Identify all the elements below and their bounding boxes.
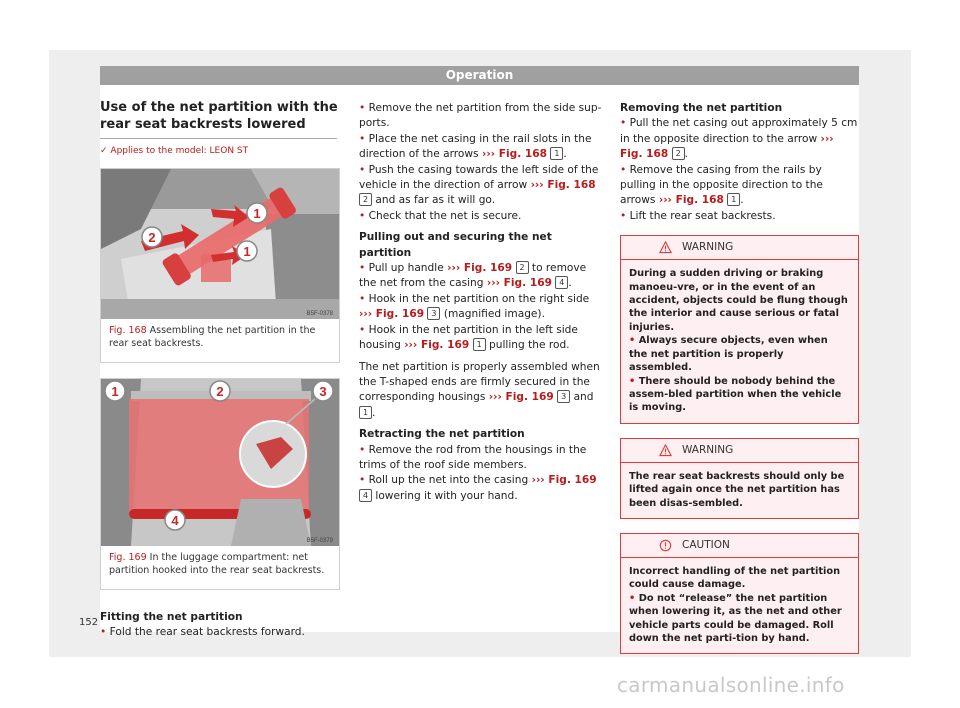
fig-ref-link[interactable]: ››› Fig. 168 (530, 179, 596, 192)
fig168-callout-2: 2 (148, 230, 156, 245)
figure-168-caption-text: Assembling the net partition in the rear seat backrests. (109, 325, 316, 349)
fig-ref-link[interactable]: ››› Fig. 168 (481, 148, 548, 161)
applies-to-note (100, 145, 340, 157)
callout-number: 1 (727, 193, 740, 206)
caution-label: CAUTION (682, 538, 730, 551)
figure-169-image (101, 379, 339, 546)
warning-box-1 (620, 235, 859, 423)
fig168-code: B5F-0378 (306, 311, 333, 317)
figure-169-label: Fig. 169 (109, 552, 147, 563)
fig169-callout-4: 4 (171, 513, 179, 528)
warning-header (621, 236, 858, 260)
page-number: 152 (79, 617, 99, 628)
fig-ref-link[interactable]: ››› Fig. 169 (486, 277, 552, 290)
warning-triangle-icon (659, 241, 672, 254)
callout-number: 4 (359, 489, 372, 502)
callout-number: 4 (555, 276, 568, 289)
warning-label: WARNING (682, 241, 734, 254)
fitting-title: Fitting the net partition (100, 611, 243, 623)
fig-ref-link[interactable]: ››› Fig. 168 (658, 194, 724, 207)
figure-168-label: Fig. 168 (109, 325, 147, 336)
figure-169-caption (101, 546, 339, 584)
removing-step-3: • Lift the rear seat backrests. (620, 209, 859, 224)
retracting-step-1: • Remove the rod from the housings in the trims of the roof side members. (359, 443, 603, 474)
fitting-step-2: • Remove the net partition from the side sup-ports. (359, 101, 603, 132)
callout-number: 2 (672, 147, 685, 160)
fig-ref-link[interactable]: ››› Fig. 169 (531, 474, 597, 487)
checkmark-icon: ✓ (100, 146, 108, 156)
fig168-callout-1b: 1 (243, 244, 251, 259)
fig-ref-link[interactable]: ››› Fig. 168 (620, 132, 834, 161)
caution-box (620, 533, 859, 654)
fig-ref-link[interactable]: ››› Fig. 169 (404, 339, 470, 352)
pulling-title: Pulling out and securing the net partition (359, 231, 552, 259)
title-divider (100, 138, 337, 139)
removing-step-2: • Remove the casing from the rails by pulling in the opposite direction to the arrows ››› Fig. 168 1 . (620, 163, 859, 209)
warning-triangle-icon (659, 444, 672, 457)
caution-bullet-1: • Do not “release” the net partition when lowering it, as the net and other vehicle parts could be damaged. Roll down the net parti-tion by hand. (629, 592, 848, 646)
removing-step-1: • Pull the net casing out approximately 5 cm in the opposite direction to the arrow ››› Fig. 168 2 . (620, 116, 859, 162)
warning-bullet-1: • Always secure objects, even when the net partition is properly assembled. (629, 334, 848, 374)
caution-body: Incorrect handling of the net partition could cause damage. • Do not “release” the net partition when lowering it, as the net and other vehicle parts could be damaged. Roll down the net parti-tion by hand. (621, 558, 858, 653)
callout-number: 1 (359, 406, 372, 419)
section-title: Use of the net partition with the rear seat backrests lowered (100, 100, 338, 132)
fitting-step-5: • Check that the net is secure. (359, 209, 603, 224)
fitting-step-4: • Push the casing towards the left side of the vehicle in the direction of arrow ››› Fig. 168 2 and as far as it will go. (359, 163, 603, 209)
caution-header (621, 534, 858, 558)
column-middle (359, 101, 603, 504)
column-right (620, 101, 859, 654)
fig-ref-link[interactable]: ››› Fig. 169 (447, 262, 513, 275)
chapter-header: Operation (100, 66, 859, 85)
warning-body: During a sudden driving or braking manoeu-vre, or in the event of an accident, objects could be flung though the interior and cause serious or fatal injuries. • Always secure objects, even when the net partition is properly assembled. • There should be nobody behind the assem-bled partition when the vehicle is moving. (621, 260, 858, 422)
figure-169-caption-text: In the luggage compartment: net partition hooked into the rear seat backrests. (109, 552, 325, 576)
warning-bullet-2: • There should be nobody behind the assem-bled partition when the vehicle is moving. (629, 375, 848, 415)
callout-number: 3 (427, 307, 440, 320)
pulling-step-2: • Hook in the net partition on the right side ››› Fig. 169 3 (magnified image). (359, 292, 603, 323)
warning-label: WARNING (682, 443, 734, 456)
fig168-callout-1a: 1 (253, 206, 261, 221)
pulling-step-1: • Pull up handle ››› Fig. 169 2 to remove the net from the casing ››› Fig. 169 4 . (359, 261, 603, 292)
callout-number: 1 (473, 338, 486, 351)
figure-168-image (101, 169, 339, 319)
caution-circle-icon (659, 539, 672, 552)
watermark: carmanualsonline.info (617, 673, 845, 697)
warning-header (621, 439, 858, 463)
callout-number: 2 (516, 261, 529, 274)
pulling-step-3: • Hook in the net partition in the left side housing ››› Fig. 169 1 pulling the rod. (359, 323, 603, 354)
fig169-callout-3: 3 (319, 384, 327, 399)
callout-number: 2 (359, 193, 372, 206)
retracting-step-2: • Roll up the net into the casing ››› Fig. 169 4 lowering it with your hand. (359, 473, 603, 504)
fig-ref-link[interactable]: ››› Fig. 169 (359, 308, 425, 321)
fig169-callout-2: 2 (216, 384, 224, 399)
warning-body: The rear seat backrests should only be lifted again once the net partition has been disas-sembled. (629, 470, 845, 509)
assembly-paragraph: The net partition is properly assembled when the T-shaped ends are firmly secured in the corresponding housings ››› Fig. 169 3 and 1 . (359, 360, 600, 419)
page-content (100, 85, 859, 644)
retracting-title: Retracting the net partition (359, 428, 525, 441)
fitting-step-1: • Fold the rear seat backrests forward. (100, 625, 340, 640)
applies-text: Applies to the model: LEON ST (110, 146, 249, 156)
fig169-callout-1: 1 (111, 384, 119, 399)
warning-box-2 (620, 438, 859, 519)
fitting-step-3: • Place the net casing in the rail slots in the direction of the arrows ››› Fig. 168 1 . (359, 132, 603, 163)
fig-ref-link[interactable]: ››› Fig. 169 (488, 391, 554, 404)
callout-number: 3 (557, 390, 570, 403)
callout-number: 1 (550, 147, 563, 160)
figure-168 (100, 168, 340, 363)
figure-169 (100, 378, 340, 590)
removing-title: Removing the net partition (620, 102, 783, 114)
column-left (100, 85, 340, 641)
fig169-code: B5F-0379 (306, 538, 333, 544)
figure-168-caption (101, 319, 339, 357)
